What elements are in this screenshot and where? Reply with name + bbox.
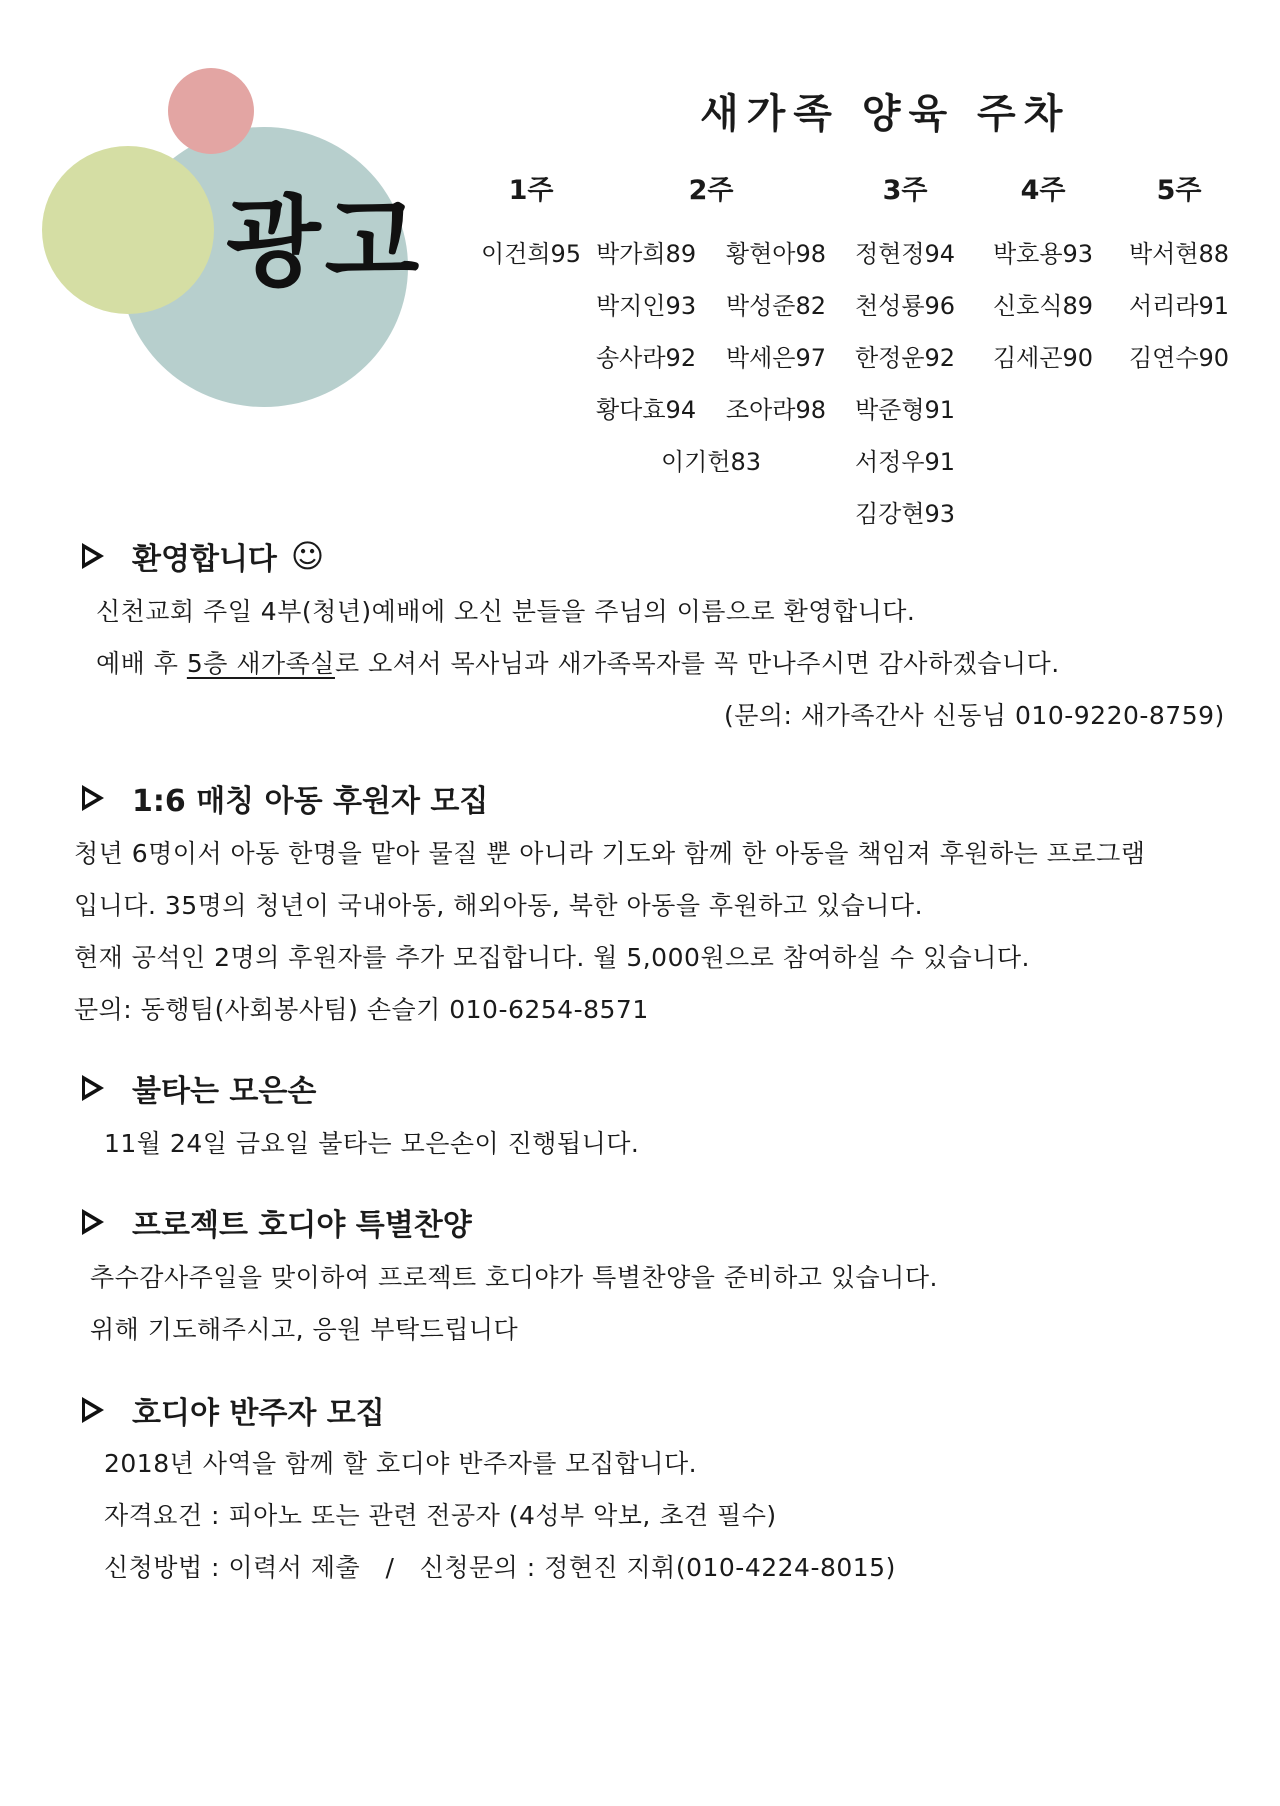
hodiya-praise-heading [82, 1200, 472, 1244]
member-name: 김강현93 [854, 500, 956, 528]
member-name: 김연수90 [1128, 344, 1230, 372]
hodiya-accomp-heading [82, 1388, 385, 1432]
triangle-bullet-icon [82, 1075, 104, 1101]
fire-line: 11월 24일 금요일 불타는 모은손이 진행됩니다. [104, 1129, 640, 1158]
hodiya-praise-line: 추수감사주일을 맞이하여 프로젝트 호디야가 특별찬양을 준비하고 있습니다. [90, 1263, 938, 1292]
member-name: 박지인93 [596, 292, 697, 320]
section-title: 환영합니다 [132, 542, 277, 577]
member-name: 서리라91 [1128, 292, 1230, 320]
smiley-icon: ☺ [290, 537, 325, 575]
sponsor-heading [82, 776, 488, 820]
member-name: 이건희95 [480, 240, 582, 268]
sponsor-line: 청년 6명이서 아동 한명을 맡아 물질 뿐 아니라 기도와 함께 한 아동을 책임져 후원하는 프로그램 [74, 839, 1146, 868]
member-name: 신호식89 [992, 292, 1094, 320]
week-column-4 [984, 174, 1102, 384]
member-name: 박세은97 [725, 344, 826, 372]
week-column-3 [846, 174, 964, 540]
ad-logo [0, 0, 440, 420]
hodiya-accomp-line: 2018년 사역을 함께 할 호디야 반주자를 모집합니다. [104, 1449, 698, 1478]
member-name: 박가희89 [596, 240, 697, 268]
member-name: 이기헌83 [660, 448, 762, 476]
welcome-line-2 [96, 644, 1060, 680]
text: 로 오셔서 목사님과 새가족목자를 꼭 만나주시면 감사하겠습니다. [334, 649, 1060, 678]
sponsor-contact: 문의: 동행팀(사회봉사팀) 손슬기 010-6254-8571 [74, 995, 649, 1024]
week-column-5 [1120, 174, 1238, 384]
member-name: 정현정94 [854, 240, 956, 268]
member-name: 조아라98 [725, 396, 826, 424]
week-label: 1주 [508, 175, 554, 206]
member-name: 박호용93 [992, 240, 1094, 268]
hodiya-praise-line: 위해 기도해주시고, 응원 부탁드립니다 [90, 1315, 519, 1344]
member-name: 천성룡96 [854, 292, 956, 320]
member-name: 박서현88 [1128, 240, 1230, 268]
welcome-heading [82, 534, 324, 578]
pink-circle [168, 68, 254, 154]
member-name: 황현아98 [725, 240, 826, 268]
week-label: 4주 [1020, 175, 1066, 206]
member-name: 박준형91 [854, 396, 956, 424]
triangle-bullet-icon [82, 1397, 104, 1423]
logo-text: 광고 [226, 186, 424, 300]
section-title: 호디야 반주자 모집 [132, 1396, 385, 1431]
triangle-bullet-icon [82, 785, 104, 811]
sponsor-line: 현재 공석인 2명의 후원자를 추가 모집합니다. 월 5,000원으로 참여하실 수 있습니다. [74, 943, 1030, 972]
member-name: 한정운92 [854, 344, 956, 372]
welcome-contact: (문의: 새가족간사 신동님 010-9220-8759) [724, 701, 1225, 730]
triangle-bullet-icon [82, 543, 104, 569]
welcome-line-1: 신천교회 주일 4부(청년)예배에 오신 분들을 주님의 이름으로 환영합니다. [96, 597, 916, 626]
member-name: 김세곤90 [992, 344, 1094, 372]
schedule-title: 새가족 양육 주차 [700, 91, 1071, 137]
section-title: 프로젝트 호디야 특별찬양 [132, 1208, 472, 1243]
section-title: 1:6 매칭 아동 후원자 모집 [132, 784, 489, 819]
hodiya-accomp-line: 신청방법 : 이력서 제출 / 신청문의 : 정현진 지휘(010-4224-8015) [104, 1553, 896, 1582]
week-label: 3주 [882, 175, 928, 206]
triangle-bullet-icon [82, 1209, 104, 1235]
underlined-location: 5층 새가족실 [186, 649, 335, 678]
week-column-2 [596, 174, 826, 488]
week-label: 5주 [1156, 175, 1202, 206]
green-circle [42, 146, 214, 314]
week-label: 2주 [688, 175, 734, 206]
section-title: 불타는 모은손 [132, 1074, 317, 1109]
member-name: 송사라92 [596, 344, 697, 372]
hodiya-accomp-line: 자격요건 : 피아노 또는 관련 전공자 (4성부 악보, 초견 필수) [104, 1501, 777, 1530]
fire-heading [82, 1066, 316, 1110]
member-name: 서정우91 [854, 448, 956, 476]
week-column-1 [478, 174, 584, 280]
sponsor-line: 입니다. 35명의 청년이 국내아동, 해외아동, 북한 아동을 후원하고 있습니다. [74, 891, 924, 920]
member-name: 박성준82 [725, 292, 826, 320]
member-name: 황다효94 [596, 396, 697, 424]
text: 예배 후 [96, 649, 187, 678]
